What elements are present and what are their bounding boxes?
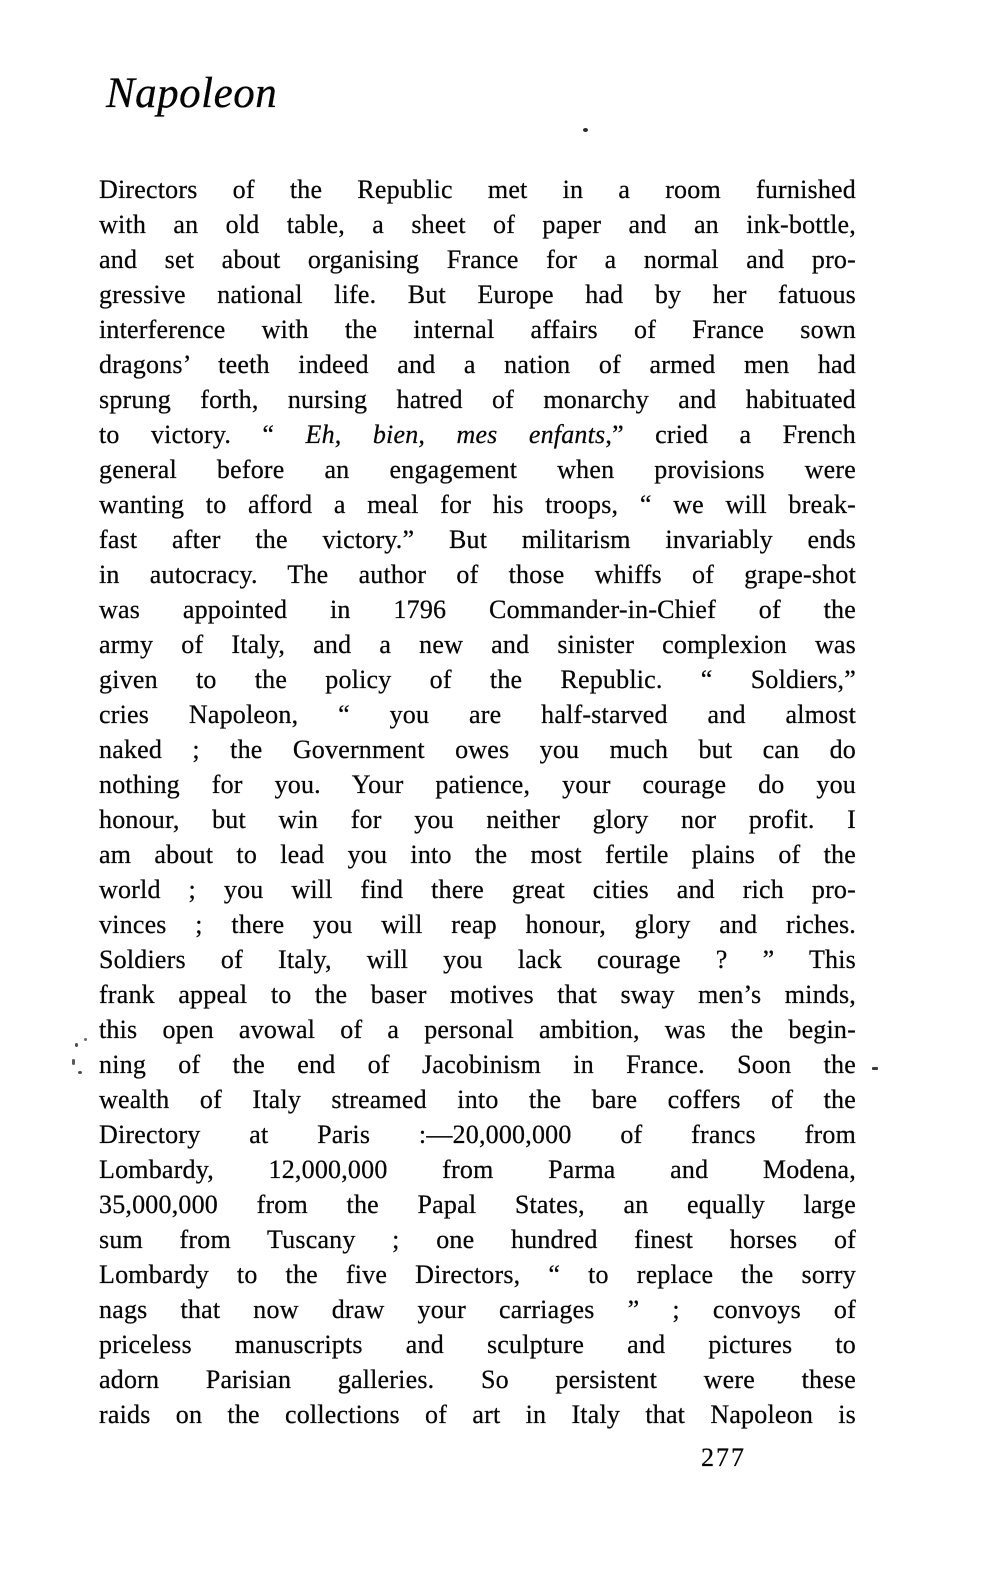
text-line: world ; you will find there great cities and rich pro- xyxy=(99,875,856,904)
text-line: given to the policy of the Republic. “ Soldiers,” xyxy=(99,665,856,694)
text-line: nags that now draw your carriages ” ; convoys of xyxy=(99,1295,856,1324)
text-line: 35,000,000 from the Papal States, an equally large xyxy=(99,1190,856,1219)
text-line: sum from Tuscany ; one hundred finest horses of xyxy=(99,1225,856,1254)
text-line: army of Italy, and a new and sinister complexion was xyxy=(99,630,856,659)
text-line-with-french-quote xyxy=(99,417,856,452)
text-line: general before an engagement when provisions were xyxy=(99,455,856,484)
text-line: sprung forth, nursing hatred of monarchy and habituated xyxy=(99,385,856,414)
text-line: am about to lead you into the most fertile plains of the xyxy=(99,840,856,869)
text-line: gressive national life. But Europe had by her fatuous xyxy=(99,280,856,309)
text-line: honour, but win for you neither glory nor profit. I xyxy=(99,805,856,834)
text-line: Soldiers of Italy, will you lack courage ? ” This xyxy=(99,945,856,974)
scan-speck xyxy=(75,1043,78,1047)
text-line: this open avowal of a personal ambition, was the begin- xyxy=(99,1015,856,1044)
scan-speck xyxy=(583,128,588,132)
body-text xyxy=(99,172,856,1432)
text-line: vinces ; there you will reap honour, glory and riches. xyxy=(99,910,856,939)
text-line: priceless manuscripts and sculpture and pictures to xyxy=(99,1330,856,1359)
scan-speck xyxy=(84,1038,87,1041)
text-line: in autocracy. The author of those whiffs of grape-shot xyxy=(99,560,856,589)
text-line: wanting to afford a meal for his troops, “ we will break- xyxy=(99,490,856,519)
text-line: naked ; the Government owes you much but can do xyxy=(99,735,856,764)
page-number: 277 xyxy=(701,1443,746,1472)
french-phrase-italic: Eh, bien, mes enfants xyxy=(305,420,606,449)
text-line: was appointed in 1796 Commander-in-Chief of the xyxy=(99,595,856,624)
text-line: frank appeal to the baser motives that sway men’s minds, xyxy=(99,980,856,1009)
text-line: with an old table, a sheet of paper and an ink-bottle, xyxy=(99,210,856,239)
quote-suffix: ,” cried a French xyxy=(605,420,856,449)
scan-speck xyxy=(872,1067,878,1070)
text-line: adorn Parisian galleries. So persistent were these xyxy=(99,1365,856,1394)
text-line: nothing for you. Your patience, your courage do you xyxy=(99,770,856,799)
text-line: Lombardy to the five Directors, “ to replace the sorry xyxy=(99,1260,856,1289)
text-line: wealth of Italy streamed into the bare coffers of the xyxy=(99,1085,856,1114)
page-title: Napoleon xyxy=(106,70,278,117)
scan-speck xyxy=(78,1071,82,1074)
text-line: and set about organising France for a normal and pro- xyxy=(99,245,856,274)
text-line: raids on the collections of art in Italy that Napoleon is xyxy=(99,1400,856,1429)
text-line: Directors of the Republic met in a room furnished xyxy=(99,175,856,204)
quote-prefix: to victory. “ xyxy=(99,420,306,449)
text-line: dragons’ teeth indeed and a nation of armed men had xyxy=(99,350,856,379)
text-line: Directory at Paris :—20,000,000 of francs from xyxy=(99,1120,856,1149)
text-line: cries Napoleon, “ you are half-starved and almost xyxy=(99,700,856,729)
text-line: ning of the end of Jacobinism in France. Soon the xyxy=(99,1050,856,1079)
text-line: interference with the internal affairs of France sown xyxy=(99,315,856,344)
scan-speck xyxy=(72,1059,75,1065)
text-line: fast after the victory.” But militarism invariably ends xyxy=(99,525,856,554)
text-line: Lombardy, 12,000,000 from Parma and Modena, xyxy=(99,1155,856,1184)
